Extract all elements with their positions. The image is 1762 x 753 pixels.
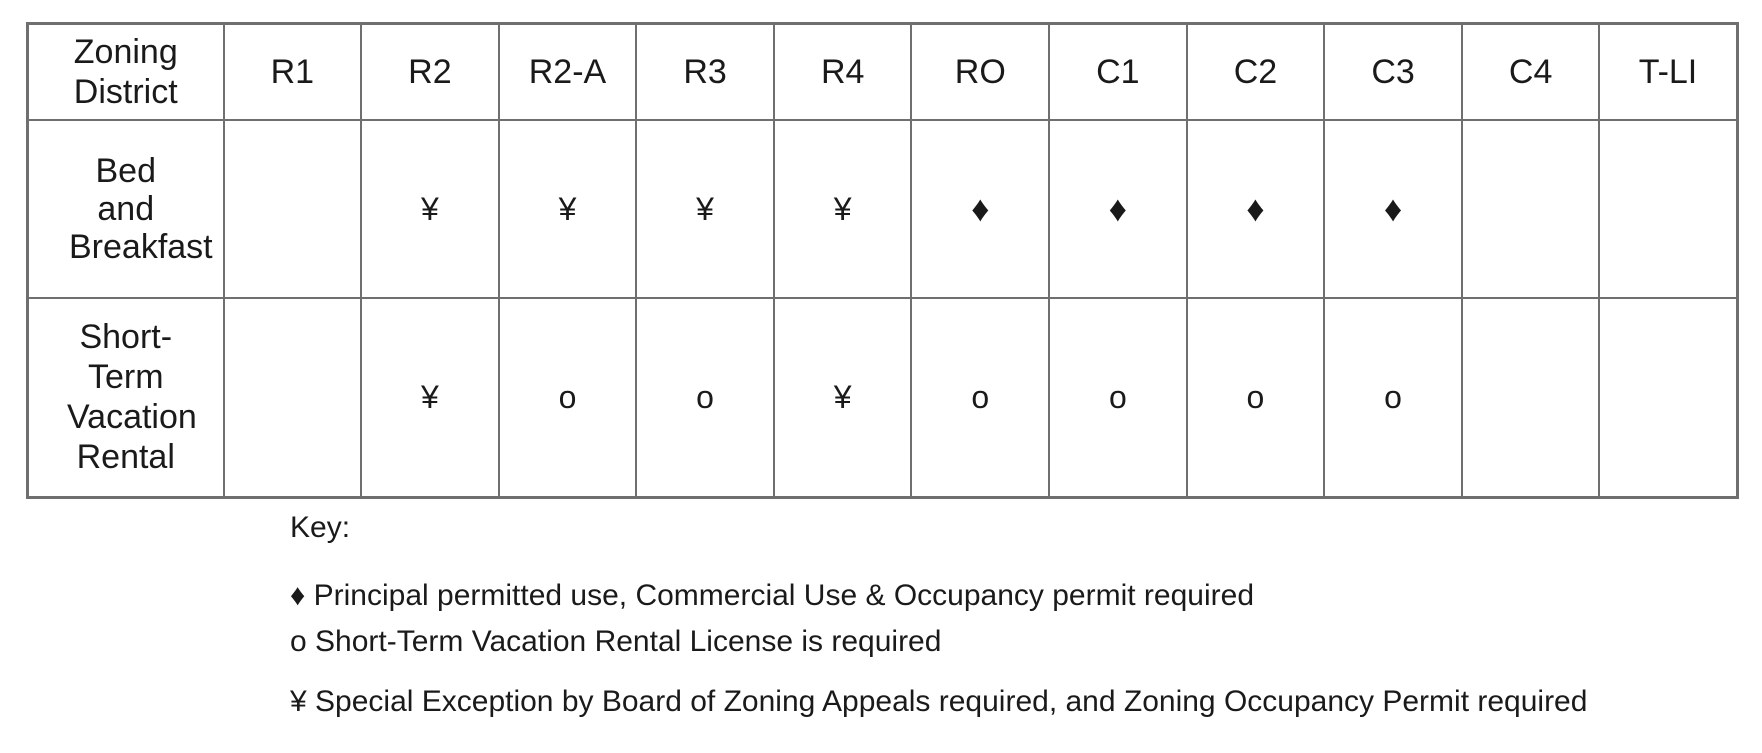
header-row [28,24,1738,120]
table-cell: o [1049,298,1187,498]
row-header-bed-and-breakfast: Bed and Breakfast [28,120,224,298]
table-row-bed-and-breakfast [28,120,1738,298]
column-header-r4: R4 [774,24,912,120]
table-cell: ¥ [499,120,637,298]
corner-header-zoning-district: Zoning District [28,24,224,120]
column-header-r2-a: R2-A [499,24,637,120]
table-cell: o [911,298,1049,498]
row-header-short-term-vacation-rental: Short-Term Vacation Rental [28,298,224,498]
column-header-c3: C3 [1324,24,1462,120]
zoning-use-table [26,22,1739,499]
table-cell: o [1187,298,1325,498]
column-header-c4: C4 [1462,24,1600,120]
column-header-c2: C2 [1187,24,1325,120]
table-cell: o [636,298,774,498]
column-header-r1: R1 [224,24,362,120]
key-item-principal-permitted-use: ♦ Principal permitted use, Commercial Use & Occupancy permit required [290,579,1254,612]
table-cell [224,120,362,298]
table-cell [1599,120,1737,298]
table-cell: ¥ [361,120,499,298]
key-item-vacation-rental-license: o Short-Term Vacation Rental License is required [290,625,942,658]
table-row-short-term-vacation-rental [28,298,1738,498]
table-cell [1462,120,1600,298]
column-header-c1: C1 [1049,24,1187,120]
table-cell: ¥ [636,120,774,298]
table-cell: o [1324,298,1462,498]
column-header-ro: RO [911,24,1049,120]
table-cell: ¥ [361,298,499,498]
table-cell: o [499,298,637,498]
column-header-r3: R3 [636,24,774,120]
table-cell [1599,298,1737,498]
table-cell: ¥ [774,298,912,498]
table-cell: ♦ [1187,120,1325,298]
table-cell: ♦ [911,120,1049,298]
key-title: Key: [290,511,351,544]
table-cell [1462,298,1600,498]
table-cell [224,298,362,498]
column-header-t-li: T-LI [1599,24,1737,120]
column-header-r2: R2 [361,24,499,120]
key-item-special-exception: ¥ Special Exception by Board of Zoning Appeals required, and Zoning Occupancy Permit required [290,685,1588,718]
table-cell: ¥ [774,120,912,298]
table-cell: ♦ [1324,120,1462,298]
table-cell: ♦ [1049,120,1187,298]
